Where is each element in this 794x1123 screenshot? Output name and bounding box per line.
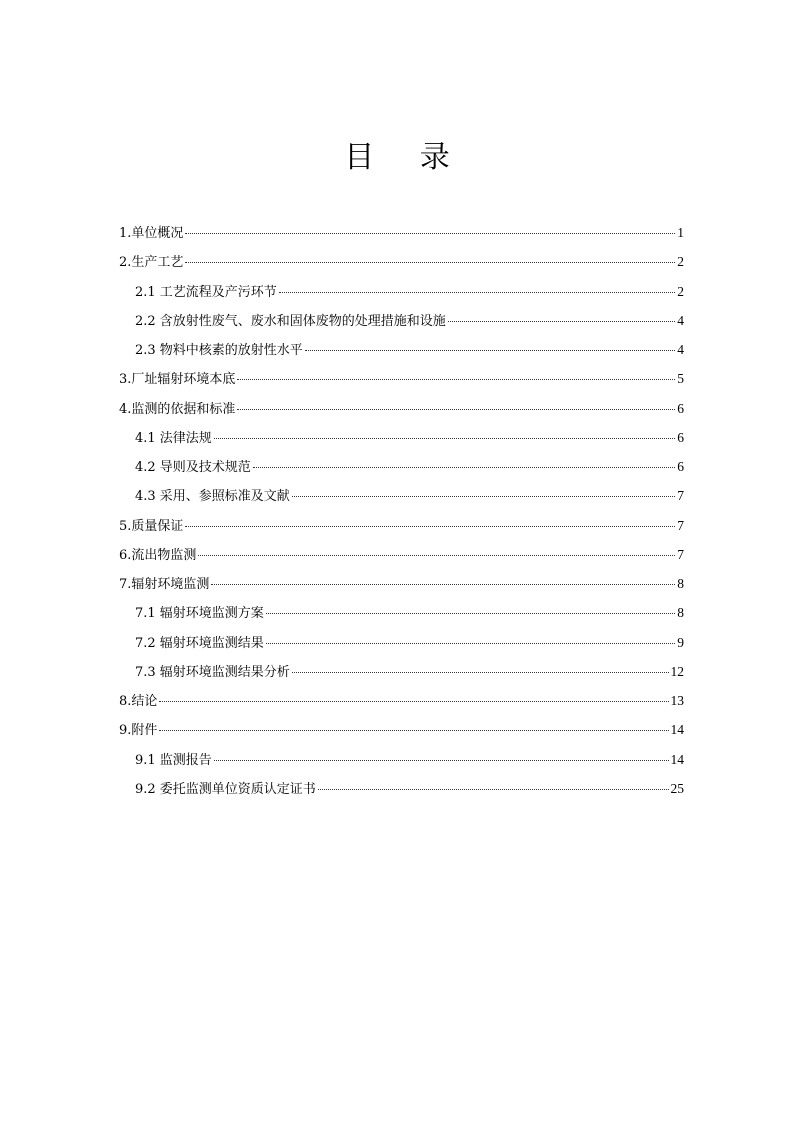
toc-dot-leader <box>266 643 675 644</box>
toc-entry[interactable] <box>119 628 684 657</box>
toc-page-number: 9 <box>677 634 684 650</box>
toc-entry[interactable] <box>119 657 684 686</box>
toc-page-number: 4 <box>677 342 684 357</box>
toc-entry[interactable] <box>119 481 684 510</box>
toc-entry[interactable] <box>119 452 684 481</box>
toc-entry[interactable] <box>119 511 684 540</box>
toc-dot-leader <box>279 292 675 293</box>
toc-page-number: 6 <box>677 429 684 445</box>
toc-dot-leader <box>237 409 675 410</box>
toc-entry-label: 4.1 法律法规 <box>135 430 212 446</box>
toc-entry-label: 7.3 辐射环境监测结果分析 <box>135 664 290 680</box>
toc-entry-label: 7.辐射环境监测 <box>119 577 210 592</box>
toc-entry[interactable] <box>119 715 684 744</box>
toc-entry-label: 2.1 工艺流程及产污环节 <box>135 284 277 300</box>
toc-dot-leader <box>198 555 675 556</box>
toc-entry[interactable] <box>119 306 684 335</box>
toc-dot-leader <box>185 233 675 234</box>
toc-dot-leader <box>237 379 675 380</box>
toc-page-number: 14 <box>670 722 684 738</box>
toc-entry[interactable] <box>119 364 684 393</box>
toc-entry[interactable] <box>119 540 684 569</box>
toc-page-number: 6 <box>677 459 684 474</box>
toc-entry[interactable] <box>119 335 684 364</box>
toc-dot-leader <box>214 760 669 761</box>
toc-entry-label: 7.1 辐射环境监测方案 <box>135 606 264 622</box>
toc-entry[interactable] <box>119 569 684 598</box>
toc-page-number: 7 <box>677 546 684 562</box>
toc-dot-leader <box>185 262 675 263</box>
toc-page-number: 12 <box>670 663 684 679</box>
toc-entry[interactable] <box>119 277 684 306</box>
toc-entry[interactable] <box>119 686 684 715</box>
toc-entry-label: 9.2 委托监测单位资质认定证书 <box>135 781 316 797</box>
toc-entry-label: 4.监测的依据和标准 <box>119 401 236 417</box>
toc-entry-label: 8.结论 <box>119 694 158 709</box>
toc-dot-leader <box>318 789 669 790</box>
toc-dot-leader <box>305 350 675 351</box>
toc-page-number: 1 <box>677 225 684 240</box>
toc-entry[interactable] <box>119 423 684 452</box>
toc-dot-leader <box>185 526 675 527</box>
toc-dot-leader <box>292 496 675 497</box>
toc-entry[interactable] <box>119 598 684 627</box>
toc-dot-leader <box>448 321 675 322</box>
toc-dot-leader <box>211 584 675 585</box>
toc-dot-leader <box>292 672 669 673</box>
toc-page-number: 4 <box>677 312 684 328</box>
toc-entry-label: 5.质量保证 <box>119 518 184 534</box>
toc-entry-label: 6.流出物监测 <box>119 547 197 563</box>
toc-page-number: 25 <box>670 780 684 796</box>
table-of-contents <box>119 218 684 803</box>
toc-entry-label: 4.2 导则及技术规范 <box>135 460 251 475</box>
toc-page-number: 6 <box>677 400 684 416</box>
toc-dot-leader <box>214 438 675 439</box>
toc-page-number: 8 <box>677 576 684 591</box>
toc-entry-label: 3.厂址辐射环境本底 <box>119 372 236 388</box>
toc-entry-label: 9.附件 <box>119 723 158 739</box>
toc-page-number: 7 <box>677 488 684 504</box>
toc-page-number: 2 <box>677 283 684 299</box>
toc-entry[interactable] <box>119 247 684 276</box>
toc-entry-label: 9.1 监测报告 <box>135 752 212 768</box>
toc-page-number: 8 <box>677 605 684 621</box>
page-title: 目 录 <box>344 140 468 175</box>
toc-dot-leader <box>253 467 675 468</box>
toc-entry-label: 4.3 采用、参照标准及文献 <box>135 489 290 505</box>
toc-entry[interactable] <box>119 774 684 803</box>
toc-entry[interactable] <box>119 394 684 423</box>
toc-dot-leader <box>159 701 668 702</box>
toc-dot-leader <box>266 613 675 614</box>
toc-entry-label: 1.单位概况 <box>119 226 184 241</box>
toc-page-number: 2 <box>677 254 684 270</box>
toc-page-number: 13 <box>670 693 684 708</box>
toc-page-number: 5 <box>677 371 684 387</box>
toc-entry-label: 7.2 辐射环境监测结果 <box>135 635 264 651</box>
toc-entry-label: 2.3 物料中核素的放射性水平 <box>135 343 303 358</box>
toc-entry-label: 2.生产工艺 <box>119 255 184 271</box>
toc-page-number: 14 <box>670 751 684 767</box>
toc-dot-leader <box>159 730 668 731</box>
toc-entry[interactable] <box>119 218 684 247</box>
toc-entry[interactable] <box>119 745 684 774</box>
toc-page-number: 7 <box>677 517 684 533</box>
toc-entry-label: 2.2 含放射性废气、废水和固体废物的处理措施和设施 <box>135 313 446 329</box>
